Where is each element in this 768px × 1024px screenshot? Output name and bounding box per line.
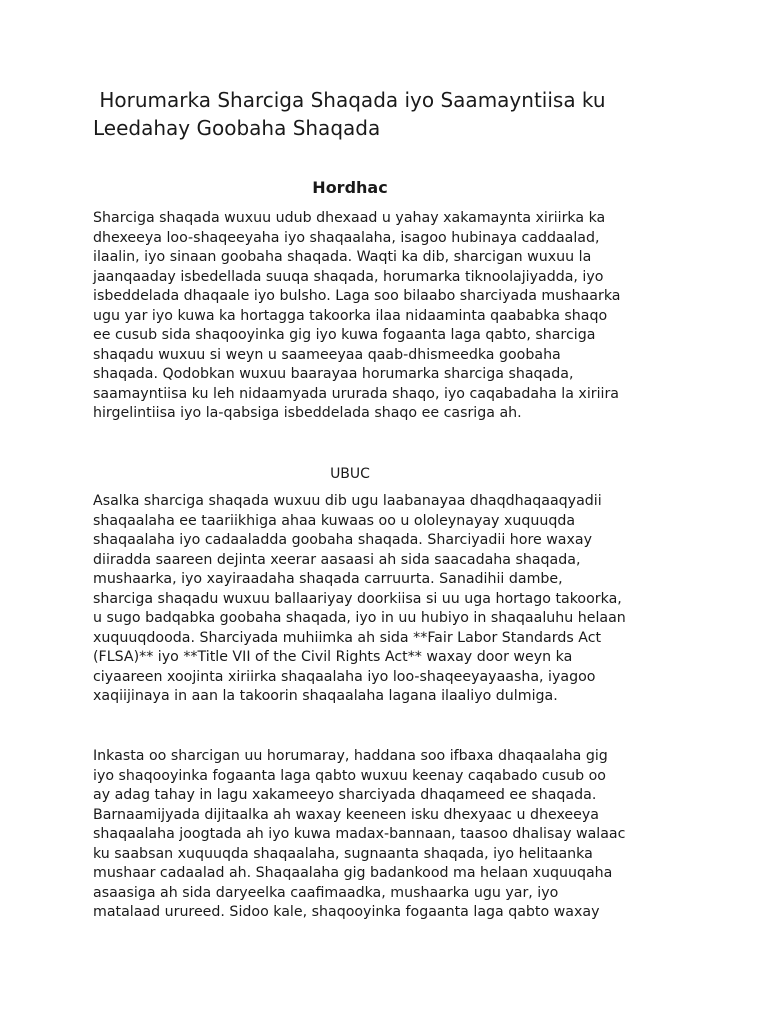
text-line: shaqaalaha ee taariikhiga ahaa kuwaas oo u ololeynayay xuquuqda xyxy=(93,512,576,529)
text-line: mushaarka, iyo xayiraadaha shaqada carruurta. Sanadihii dambe, xyxy=(93,571,563,587)
text-line: mushaar cadaalad ah. Shaqaalaha gig badankood ma helaan xuquuqaha xyxy=(93,865,613,881)
text-line: iyo shaqooyinka fogaanta laga qabto wuxuu keenay caqabado cusub oo xyxy=(93,767,606,784)
text-line: u sugo badqabka goobaha shaqada, iyo in uu hubiyo in shaqaaluhu helaan xyxy=(93,610,626,626)
section-heading-hordhac: Hordhac xyxy=(312,178,388,197)
text-line: dhexeeya loo-shaqeeyaha iyo shaqaalaha, isagoo hubinaya caddaalad, xyxy=(93,229,600,246)
section-heading-ubuc: UBUC xyxy=(330,466,370,482)
text-line: ay adag tahay in lagu xakameeyo sharciyada dhaqameed ee shaqada. xyxy=(93,787,597,803)
text-line: hirgelintiisa iyo la-qabsiga isbeddelada shaqo ee casriga ah. xyxy=(93,405,522,421)
text-line: ku saabsan xuquuqda shaqaalaha, sugnaanta shaqada, iyo helitaanka xyxy=(93,845,593,862)
text-line: sharciga shaqadu wuxuu ballaariyay doorkiisa si uu uga hortago takoorka, xyxy=(93,590,622,607)
text-line: Inkasta oo sharcigan uu horumaray, haddana soo ifbaxa dhaqaalaha gig xyxy=(93,748,608,764)
text-line: xaqiijinaya in aan la takoorin shaqaalaha lagana ilaaliyo dulmiga. xyxy=(93,688,558,704)
paragraph-ubuc-2 xyxy=(93,747,683,923)
text-line: (FLSA)** iyo **Title VII of the Civil Rights Act** waxay door weyn ka xyxy=(93,649,573,665)
text-line: saamayntiisa ku leh nidaamyada ururada shaqo, iyo caqabadaha la xiriira xyxy=(93,385,620,402)
text-line: shaqaalaha iyo cadaaladda goobaha shaqada. Sharciyadii hore waxay xyxy=(93,532,592,548)
text-line: ee cusub sida shaqooyinka gig iyo kuwa fogaanta laga qabto, sharciga xyxy=(93,327,596,343)
text-line: ugu yar iyo kuwa ka hortagga takoorka ilaa nidaaminta qaababka shaqo xyxy=(93,307,608,324)
text-line: ilaalin, iyo sinaan goobaha shaqada. Waqti ka dib, sharcigan wuxuu la xyxy=(93,249,592,265)
text-line: matalaad urureed. Sidoo kale, shaqooyinka fogaanta laga qabto waxay xyxy=(93,904,600,920)
text-line: ciyaareen xoojinta xiriirka shaqaalaha iyo loo-shaqeeyayaasha, iyagoo xyxy=(93,668,596,685)
text-line: shaqaalaha joogtada ah iyo kuwa madax-bannaan, taasoo dhalisay walaac xyxy=(93,826,626,842)
text-line: shaqadu wuxuu si weyn u saameeyaa qaab-dhismeedka goobaha xyxy=(93,346,561,363)
paragraph-hordhac xyxy=(93,209,683,424)
text-line: Asalka sharciga shaqada wuxuu dib ugu laabanayaa dhaqdhaqaaqyadii xyxy=(93,493,602,509)
text-line: isbeddelada dhaqaale iyo bulsho. Laga soo bilaabo sharciyada mushaarka xyxy=(93,288,621,304)
text-line: Barnaamijyada dijitaalka ah waxay keeneen isku dhexyaac u dhexeeya xyxy=(93,806,599,823)
text-line: shaqada. Qodobkan wuxuu baarayaa horumarka sharciga shaqada, xyxy=(93,366,574,382)
text-line: jaanqaaday isbedellada suuqa shaqada, horumarka tiknoolajiyadda, iyo xyxy=(93,268,604,285)
document-title: Horumarka Sharciga Shaqada iyo Saamayntiisa ku Leedahay Goobaha Shaqada xyxy=(93,88,606,140)
text-line: asaasiga ah sida daryeelka caafimaadka, mushaarka ugu yar, iyo xyxy=(93,884,559,901)
text-line: Sharciga shaqada wuxuu udub dhexaad u yahay xakamaynta xiriirka ka xyxy=(93,210,606,226)
paragraph-ubuc-1 xyxy=(93,492,683,707)
text-line: xuquuqdooda. Sharciyada muhiimka ah sida **Fair Labor Standards Act xyxy=(93,629,602,646)
text-line: diiradda saareen dejinta xeerar aasaasi ah sida saacadaha shaqada, xyxy=(93,551,581,568)
